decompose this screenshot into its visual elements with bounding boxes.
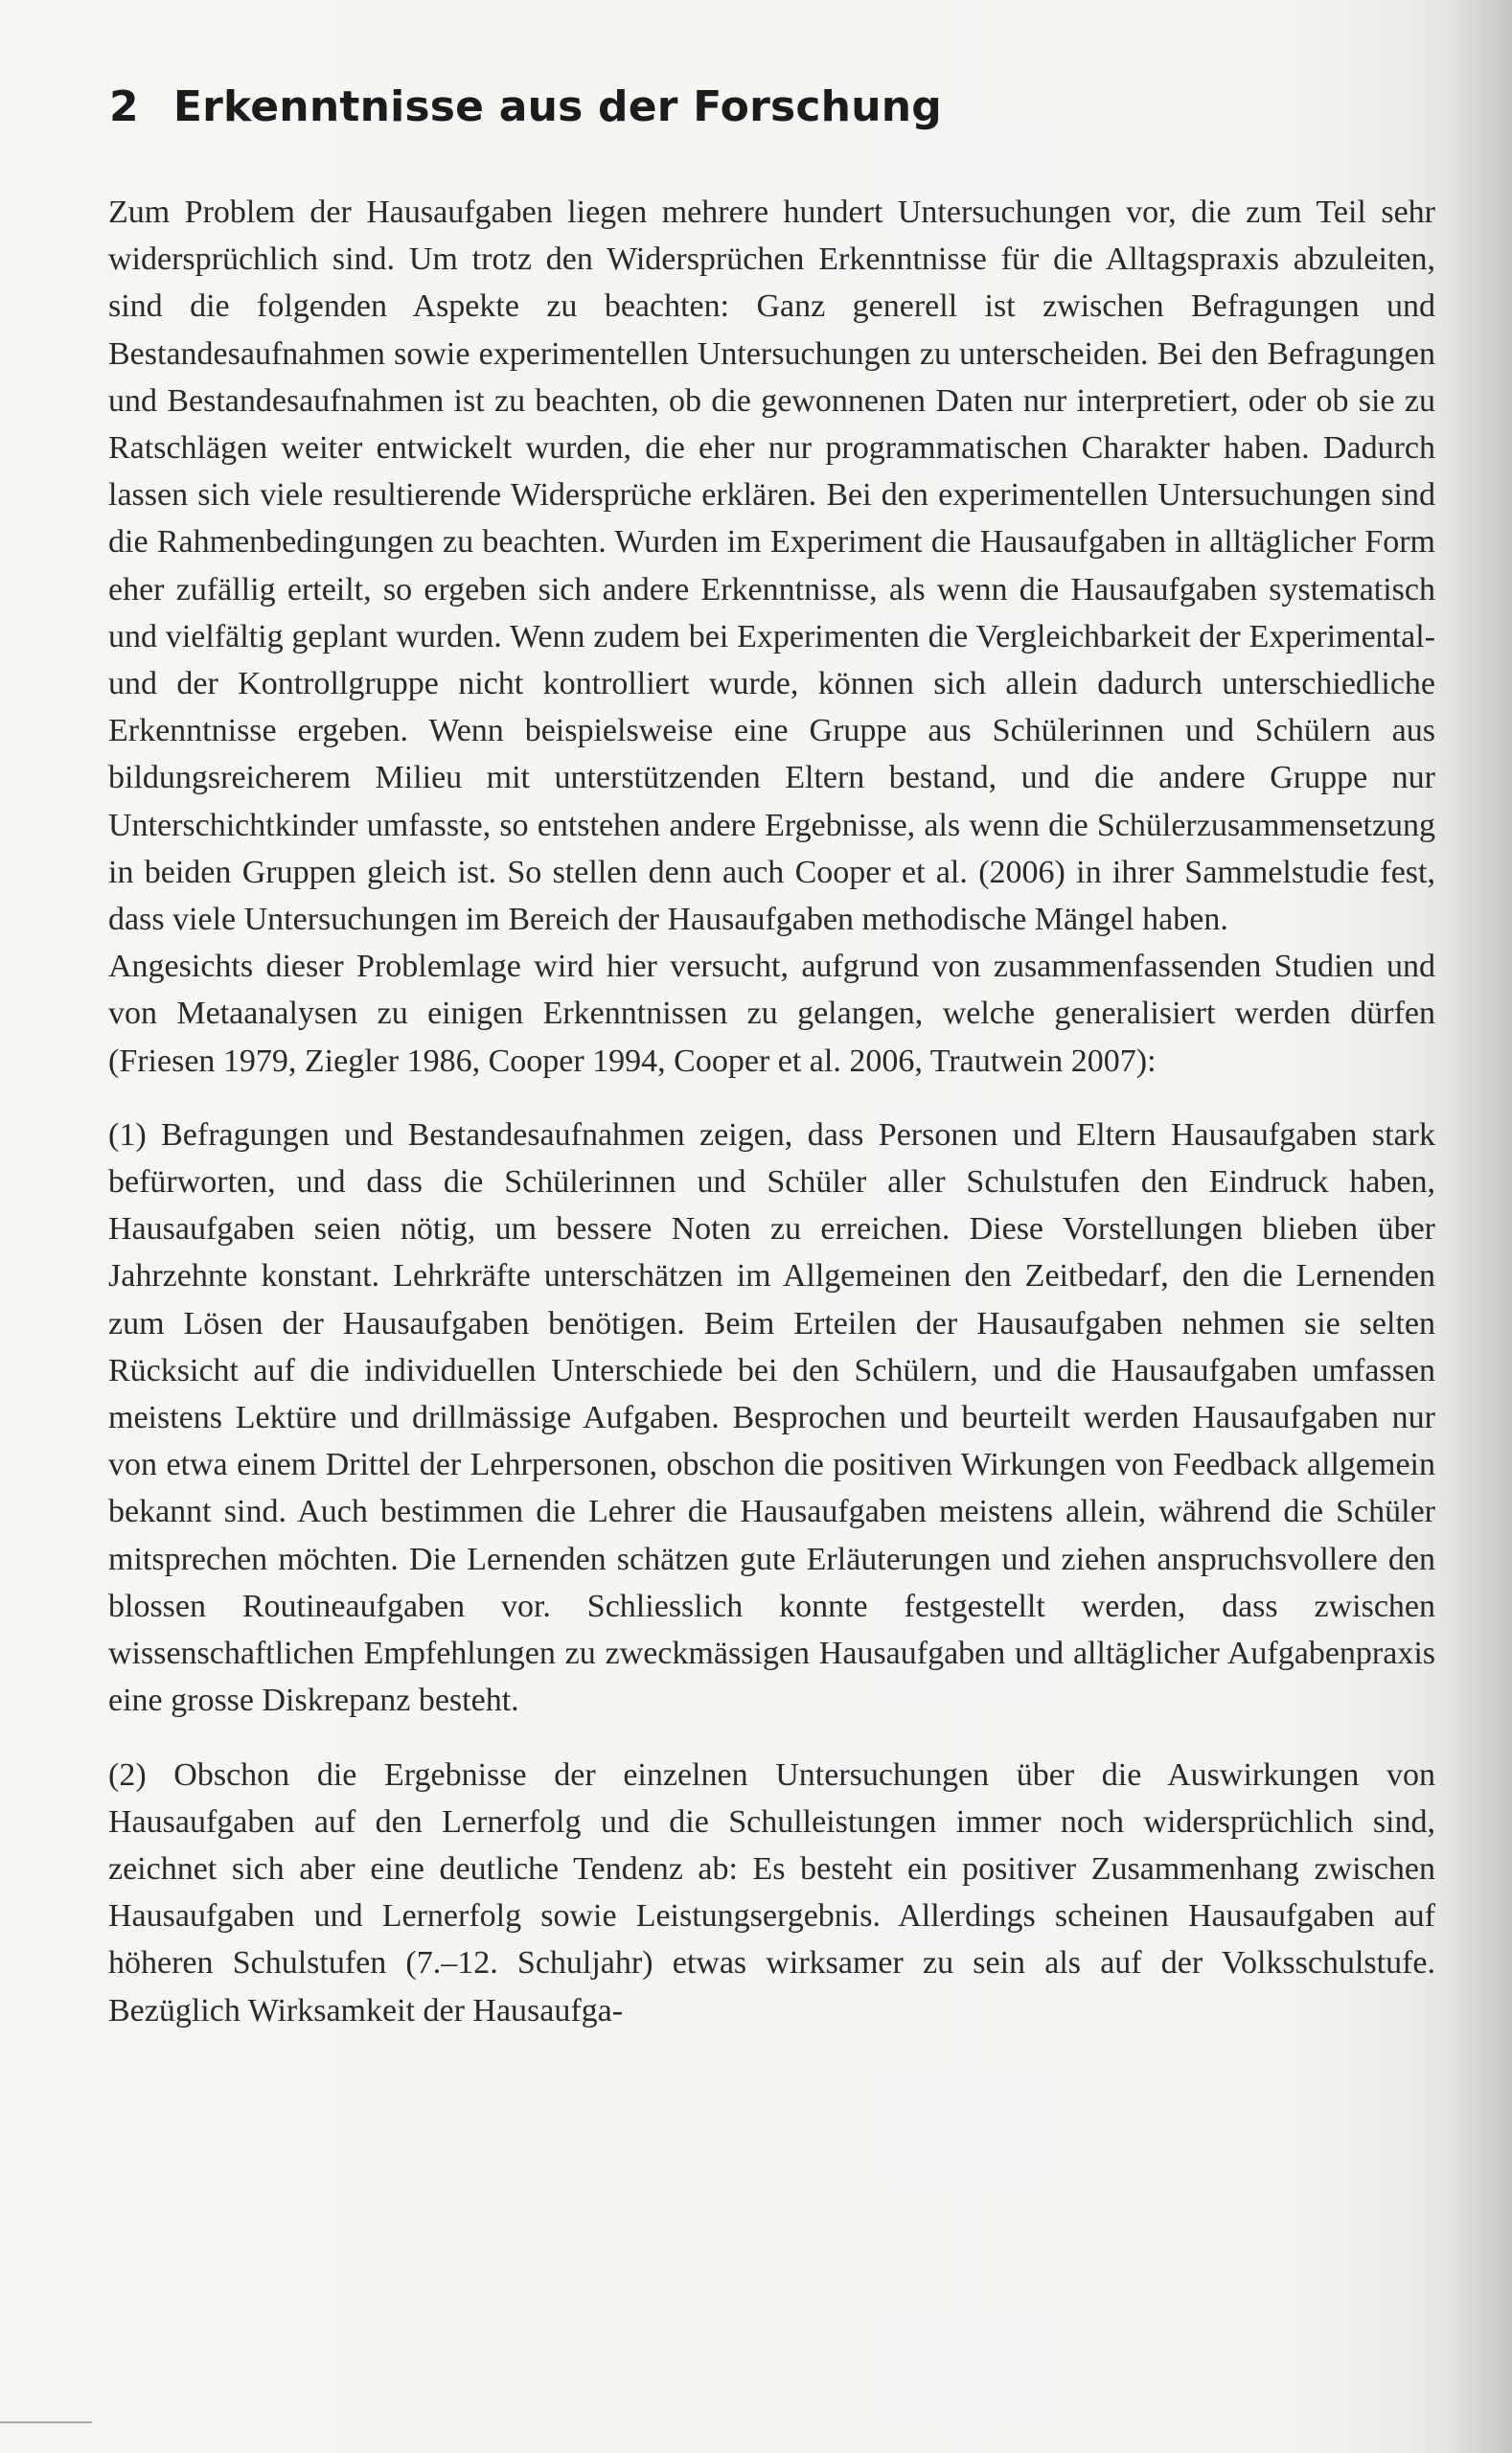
heading-number: 2 — [109, 82, 139, 131]
paragraph-finding-1: (1) Befragungen und Bestandesaufnahmen zeigen, dass Personen und Eltern Hausaufgaben stark befürworten, und dass die Schülerinnen und Schüler aller Schulstufen den Eindruck haben, Hausaufgaben seien nötig, um bessere Noten zu erreichen. Diese Vorstellungen blieben über Jahrzehnte konstant. Lehrkräfte unterschätzen im Allgemeinen den Zeitbedarf, den die Lernenden zum Lösen der Hausaufgaben benötigen. Beim Erteilen der Hausaufgaben nehmen sie selten Rücksicht auf die individuellen Unterschiede bei den Schülern, und die Hausaufgaben umfassen meistens Lektüre und drillmässige Aufgaben. Besprochen und beurteilt werden Hausaufgaben nur von etwa einem Drittel der Lehrpersonen, obschon die positiven Wirkungen von Feedback allgemein bekannt sind. Auch bestimmen die Lehrer die Hausaufgaben meistens allein, während die Schüler mitsprechen möchten. Die Lernenden schätzen gute Erläuterungen und ziehen anspruchsvollere den blossen Routineaufgaben vor. Schliesslich konnte festgestellt werden, dass zwischen wissenschaftlichen Empfehlungen zu zweckmässigen Hausaufgaben und alltäglicher Aufgabenpraxis eine grosse Diskrepanz besteht. — [108, 1116, 1435, 1719]
chapter-heading — [109, 82, 942, 131]
paragraph-finding-2: (2) Obschon die Ergebnisse der einzelnen Untersuchungen über die Auswirkungen von Hausaufgaben auf den Lernerfolg und die Schulleistungen immer noch widersprüchlich sind, zeichnet sich aber eine deutliche Tendenz ab: Es besteht ein positiver Zusammenhang zwischen Hausaufgaben und Lernerfolg sowie Leistungsergebnis. Allerdings scheinen Hausaufgaben auf höheren Schulstufen (7.–12. Schuljahr) etwas wirksamer zu sein als auf der Volksschulstufe. Bezüglich Wirksamkeit der Hausaufga- — [108, 1756, 1435, 2029]
paragraph-intro: Zum Problem der Hausaufgaben liegen mehrere hundert Untersuchungen vor, die zum Teil sehr widersprüchlich sind. Um trotz den Widersprüchen Erkenntnisse für die Alltagspraxis abzuleiten, sind die folgenden Aspekte zu beachten: Ganz generell ist zwischen Befragungen und Bestandesaufnahmen sowie experimentellen Untersuchungen zu unterscheiden. Bei den Befragungen und Bestandesaufnahmen ist zu beachten, ob die gewonnenen Daten nur interpretiert, oder ob sie zu Ratschlägen weiter entwickelt wurden, die eher nur programmatischen Charakter haben. Dadurch lassen sich viele resultierende Widersprüche erklären. Bei den experimentellen Untersuchungen sind die Rahmenbedingungen zu beachten. Wurden im Experiment die Hausaufgaben in alltäglicher Form eher zufällig erteilt, so ergeben sich andere Erkenntnisse, als wenn die Hausaufgaben systematisch und vielfältig geplant wurden. Wenn zudem bei Experimenten die Vergleichbarkeit der Experimental- und der Kontrollgruppe nicht kontrolliert wurde, können sich allein dadurch unterschiedliche Erkenntnisse ergeben. Wenn beispielsweise eine Gruppe aus Schülerinnen und Schülern aus bildungsreicherem Milieu mit unterstützenden Eltern bestand, und die andere Gruppe nur Unterschichtkinder umfasste, so entstehen andere Ergebnisse, als wenn die Schülerzusammensetzung in beiden Gruppen gleich ist. So stellen denn auch Cooper et al. (2006) in ihrer Sammelstudie fest, dass viele Untersuchungen im Bereich der Hausaufgaben methodische Mängel haben. — [108, 195, 1435, 938]
page-gutter-shadow — [1445, 0, 1512, 2453]
body-text — [108, 189, 1435, 2034]
heading-title: Erkenntnisse aus der Forschung — [172, 82, 942, 131]
paragraph-approach: Angesichts dieser Problemlage wird hier versucht, aufgrund von zusammenfassenden Studien und von Metaanalysen zu einigen Erkenntnissen zu gelangen, welche generalisiert werden dürfen (Friesen 1979, Ziegler 1986, Cooper 1994, Cooper et al. 2006, Trautwein 2007): — [108, 949, 1435, 1079]
footer-rule — [0, 2421, 92, 2423]
